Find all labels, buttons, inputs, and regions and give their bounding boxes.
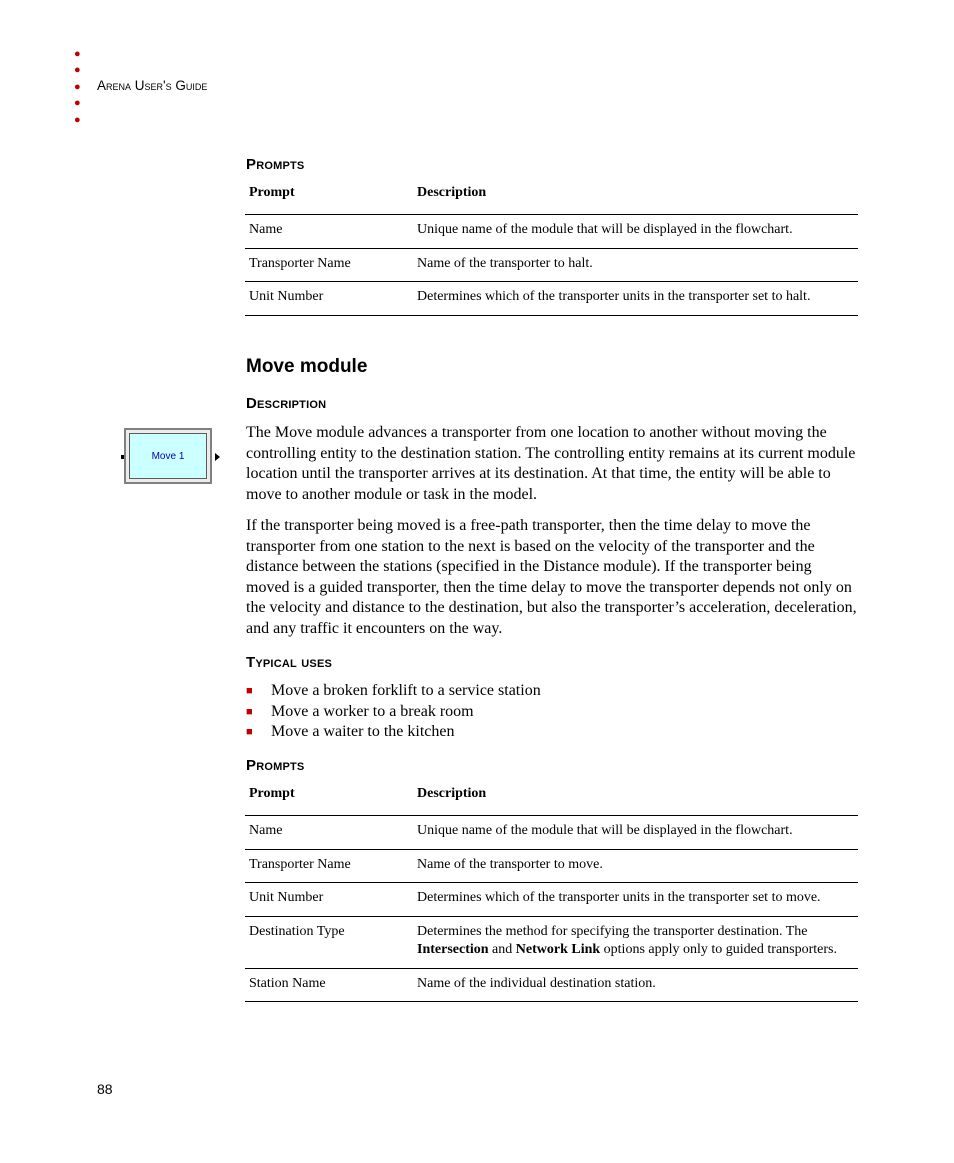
prompt-cell: Unit Number <box>245 883 413 917</box>
bold-term-intersection: Intersection <box>417 942 489 957</box>
description-text: Determines the method for specifying the transporter destination. The <box>417 923 808 939</box>
description-paragraph-1: The Move module advances a transporter from one location to another without moving the controlling entity to the destination station. The controlling entity remains at its current module location until the transporter arrives at its destination. At that time, the entity will be able to move to another module or task in the model. <box>246 424 856 503</box>
description-cell: Unique name of the module that will be displayed in the flowchart. <box>413 215 858 249</box>
prompt-cell: Transporter Name <box>245 849 413 883</box>
typical-uses-list <box>246 681 541 743</box>
table-row <box>245 282 858 316</box>
square-bullet-icon: ■ <box>246 726 253 738</box>
list-item <box>246 681 541 702</box>
description-cell <box>413 916 858 968</box>
list-item-text: Move a worker to a break room <box>271 702 474 720</box>
list-item-text: Move a broken forklift to a service station <box>271 682 541 699</box>
bold-term-network-link: Network Link <box>515 942 601 957</box>
typical-uses-heading: Typical uses <box>246 654 333 671</box>
table-row <box>245 816 858 850</box>
prompt-cell: Unit Number <box>245 282 413 316</box>
prompt-cell: Transporter Name <box>245 248 413 282</box>
module-title: Move module <box>246 356 368 377</box>
table-header-row <box>245 178 858 215</box>
prompt-cell: Name <box>245 215 413 249</box>
column-header-prompt: Prompt <box>245 178 413 215</box>
bullet-icon: ● <box>74 97 81 110</box>
description-cell: Name of the transporter to move. <box>413 849 858 883</box>
table-row <box>245 883 858 917</box>
description-cell: Determines which of the transporter units in the transporter set to move. <box>413 883 858 917</box>
column-header-description: Description <box>413 779 858 816</box>
running-head: Arena User's Guide <box>97 77 208 93</box>
list-item <box>246 722 541 743</box>
bullet-icon: ● <box>74 113 81 126</box>
description-heading: Description <box>246 395 327 412</box>
prompt-cell: Station Name <box>245 968 413 1002</box>
prompt-cell: Name <box>245 816 413 850</box>
bullet-icon: ● Arena User's Guide <box>74 77 208 93</box>
prompts-table-bottom <box>245 779 858 1002</box>
square-bullet-icon: ■ <box>246 685 253 697</box>
move-module-body <box>129 433 207 479</box>
connector-out-icon <box>215 453 220 461</box>
table-row <box>245 248 858 282</box>
table-row <box>245 968 858 1002</box>
page-number: 88 <box>97 1081 113 1097</box>
prompts-table-top <box>245 178 858 316</box>
description-cell: Name of the transporter to halt. <box>413 248 858 282</box>
move-module-label: Move 1 <box>151 450 185 462</box>
margin-bullets <box>74 46 208 128</box>
description-cell: Name of the individual destination station. <box>413 968 858 1002</box>
square-bullet-icon: ■ <box>246 705 253 718</box>
description-paragraph-2: If the transporter being moved is a free-path transporter, then the time delay to move the transporter from one station to the next is based on the velocity of the transporter and the distance between the stations (specified in the Distance module). If the transporter being moved is a guided transporter, then the time delay to move the transporter depends not only on the velocity and distance to the destination, but also the transporter’s acceleration, deceleration, and any traffic it encounters on the way. <box>246 517 857 637</box>
prompt-cell: Destination Type <box>245 916 413 968</box>
column-header-prompt: Prompt <box>245 779 413 816</box>
description-cell: Determines which of the transporter units in the transporter set to halt. <box>413 282 858 316</box>
list-item-text: Move a waiter to the kitchen <box>271 723 455 740</box>
description-text: options apply only to guided transporters. <box>600 942 837 957</box>
list-item <box>246 702 541 723</box>
bullet-icon: ● <box>74 64 81 77</box>
table-row <box>245 916 858 968</box>
prompts-heading-top: Prompts <box>246 156 305 173</box>
bullet-icon: ● <box>74 48 81 60</box>
column-header-description: Description <box>413 178 858 215</box>
table-header-row <box>245 779 858 816</box>
table-row <box>245 215 858 249</box>
description-cell: Unique name of the module that will be displayed in the flowchart. <box>413 816 858 850</box>
prompts-heading-bottom: Prompts <box>246 757 305 774</box>
description-text: and <box>488 942 516 957</box>
table-row <box>245 849 858 883</box>
move-module-icon <box>124 428 212 484</box>
